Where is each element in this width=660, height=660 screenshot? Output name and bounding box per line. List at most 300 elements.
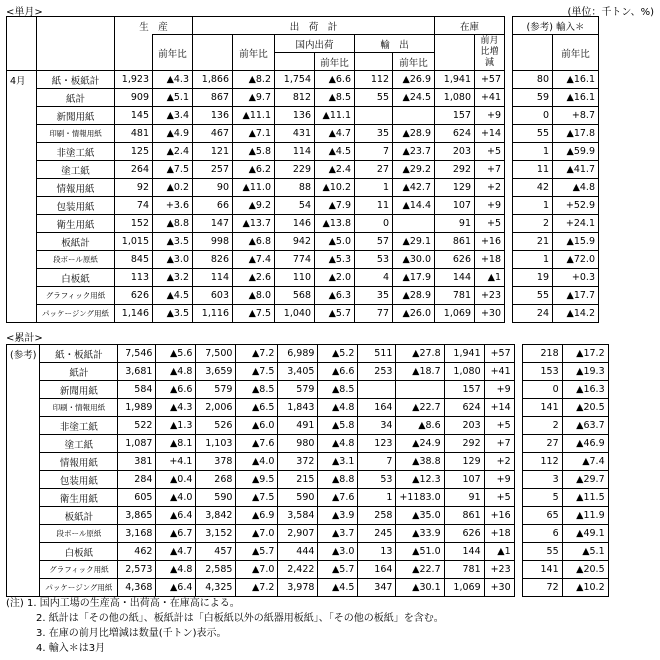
cumulative-cell: 861: [444, 507, 484, 525]
monthly-cell: 812: [275, 89, 315, 107]
monthly-cell: ▲13.7: [233, 215, 275, 233]
monthly-cell: ▲9.2: [233, 197, 275, 215]
monthly-cell: 147: [193, 215, 233, 233]
monthly-cell: 1,754: [275, 71, 315, 89]
header-export-yoy: 前年比: [393, 53, 435, 71]
monthly-cell: ▲17.8: [553, 125, 599, 143]
cumulative-cell: ▲22.7: [396, 399, 444, 417]
monthly-cell: +2: [475, 179, 505, 197]
monthly-category: 包装用紙: [37, 197, 115, 215]
monthly-cell: 107: [435, 197, 475, 215]
cumulative-cell: ▲7.6: [318, 489, 358, 507]
monthly-cell: +5: [475, 215, 505, 233]
cumulative-cell: 65: [522, 507, 562, 525]
monthly-cell: ▲1: [475, 269, 505, 287]
monthly-cell: 568: [275, 287, 315, 305]
monthly-cell: [393, 107, 435, 125]
cumulative-cell: +5: [484, 489, 514, 507]
cumulative-cell: 0: [522, 381, 562, 399]
monthly-cell: ▲8.2: [233, 71, 275, 89]
monthly-cell: 35: [355, 287, 393, 305]
cumulative-cell: 1: [358, 489, 396, 507]
cumulative-cell: 3,842: [196, 507, 236, 525]
monthly-cell: 114: [193, 269, 233, 287]
monthly-cell: ▲16.1: [553, 71, 599, 89]
monthly-cell: 2: [513, 215, 553, 233]
cumulative-cell: 91: [444, 489, 484, 507]
monthly-cell: ▲42.7: [393, 179, 435, 197]
cumulative-cell: 258: [358, 507, 396, 525]
monthly-cell: 57: [355, 233, 393, 251]
note-4: 4. 輸入＊は3月: [36, 643, 106, 654]
monthly-cell: 88: [275, 179, 315, 197]
cumulative-cell: ▲3.1: [318, 453, 358, 471]
cumulative-cell: 605: [118, 489, 156, 507]
monthly-cell: 845: [115, 251, 153, 269]
cumulative-cell: 55: [522, 543, 562, 561]
cumulative-cell: ▲3.7: [318, 525, 358, 543]
cumulative-cell: ▲46.9: [562, 435, 608, 453]
monthly-cell: 624: [435, 125, 475, 143]
monthly-row: [7, 179, 599, 197]
cumulative-cell: ▲6.7: [156, 525, 196, 543]
cumulative-cell: 245: [358, 525, 396, 543]
cumulative-row: [7, 363, 609, 381]
cumulative-cell: 107: [444, 471, 484, 489]
cumulative-cell: ▲5.6: [156, 345, 196, 363]
monthly-category: グラフィック用紙: [37, 287, 115, 305]
cumulative-category: 新聞用紙: [40, 381, 118, 399]
cumulative-cell: ▲7.0: [236, 525, 278, 543]
monthly-cell: +9: [475, 197, 505, 215]
monthly-category: パッケージング用紙: [37, 305, 115, 323]
monthly-cell: 92: [115, 179, 153, 197]
cumulative-cell: ▲9.5: [236, 471, 278, 489]
cumulative-cell: +9: [484, 381, 514, 399]
cumulative-cell: ▲6.4: [156, 507, 196, 525]
cumulative-cell: ▲4.8: [318, 399, 358, 417]
monthly-cell: +9: [475, 107, 505, 125]
monthly-cell: 774: [275, 251, 315, 269]
cumulative-cell: ▲27.8: [396, 345, 444, 363]
cumulative-cell: 13: [358, 543, 396, 561]
monthly-cell: ▲23.7: [393, 143, 435, 161]
monthly-category: 紙・板紙計: [37, 71, 115, 89]
cumulative-cell: 626: [444, 525, 484, 543]
monthly-category: 段ボール原紙: [37, 251, 115, 269]
cumulative-cell: 141: [522, 561, 562, 579]
cumulative-cell: +2: [484, 453, 514, 471]
monthly-cell: ▲0.2: [153, 179, 193, 197]
monthly-cell: 1,866: [193, 71, 233, 89]
note-2: 2. 紙計は「その他の紙」、板紙計は「白板紙以外の紙器用板紙」、「その他の板紙」を含む。: [36, 613, 444, 624]
monthly-cell: 942: [275, 233, 315, 251]
monthly-cell: 481: [115, 125, 153, 143]
monthly-cell: 626: [115, 287, 153, 305]
cumulative-cell: ▲8.5: [236, 381, 278, 399]
cumulative-cell: ▲49.1: [562, 525, 608, 543]
cumulative-cell: ▲6.9: [236, 507, 278, 525]
cumulative-cell: 215: [278, 471, 318, 489]
cumulative-cell: ▲20.5: [562, 561, 608, 579]
monthly-cell: ▲28.9: [393, 287, 435, 305]
monthly-cell: ▲4.5: [153, 287, 193, 305]
monthly-cell: 157: [435, 107, 475, 125]
monthly-cell: 257: [193, 161, 233, 179]
cumulative-category: 紙・板紙計: [40, 345, 118, 363]
cumulative-category: 印刷・情報用紙: [40, 399, 118, 417]
monthly-cell: ▲2.0: [315, 269, 355, 287]
monthly-cell: 35: [355, 125, 393, 143]
monthly-cell: 1: [513, 251, 553, 269]
monthly-category: 衛生用紙: [37, 215, 115, 233]
cumulative-cell: ▲6.4: [156, 579, 196, 597]
monthly-cell: 11: [513, 161, 553, 179]
monthly-cell: +14: [475, 125, 505, 143]
cumulative-cell: 5: [522, 489, 562, 507]
monthly-cell: 112: [355, 71, 393, 89]
cumulative-cell: +41: [484, 363, 514, 381]
cumulative-cell: 1,103: [196, 435, 236, 453]
cumulative-cell: 2,006: [196, 399, 236, 417]
cumulative-cell: 3,681: [118, 363, 156, 381]
cumulative-cell: ▲24.9: [396, 435, 444, 453]
cumulative-row: [7, 345, 609, 363]
monthly-cell: +7: [475, 161, 505, 179]
cumulative-cell: ▲6.6: [156, 381, 196, 399]
cumulative-cell: 526: [196, 417, 236, 435]
monthly-cell: 1,015: [115, 233, 153, 251]
monthly-cell: ▲8.0: [233, 287, 275, 305]
cumulative-cell: ▲11.9: [562, 507, 608, 525]
monthly-cell: 121: [193, 143, 233, 161]
cumulative-cell: ▲4.7: [156, 543, 196, 561]
monthly-cell: +3.6: [153, 197, 193, 215]
cumulative-row: [7, 489, 609, 507]
cumulative-cell: ▲17.2: [562, 345, 608, 363]
cumulative-cell: 3,152: [196, 525, 236, 543]
monthly-cell: 1,116: [193, 305, 233, 323]
monthly-cell: 55: [513, 287, 553, 305]
cumulative-cell: 1,941: [444, 345, 484, 363]
cumulative-table: [6, 344, 609, 597]
cumulative-category: 板紙計: [40, 507, 118, 525]
monthly-cell: ▲72.0: [553, 251, 599, 269]
monthly-cell: ▲11.1: [315, 107, 355, 125]
cumulative-cell: 3,168: [118, 525, 156, 543]
cumulative-cell: ▲7.5: [236, 489, 278, 507]
monthly-cell: 229: [275, 161, 315, 179]
cumulative-cell: ▲8.6: [396, 417, 444, 435]
monthly-cell: 53: [355, 251, 393, 269]
cumulative-cell: 378: [196, 453, 236, 471]
cumulative-cell: 1,843: [278, 399, 318, 417]
monthly-cell: 152: [115, 215, 153, 233]
cumulative-cell: 157: [444, 381, 484, 399]
cumulative-cell: 7,500: [196, 345, 236, 363]
header-inventory-mom: 前月比増減: [475, 35, 505, 71]
monthly-cell: 7: [355, 143, 393, 161]
cumulative-cell: 129: [444, 453, 484, 471]
cumulative-cell: +23: [484, 561, 514, 579]
cumulative-row: [7, 399, 609, 417]
monthly-cell: 66: [193, 197, 233, 215]
cumulative-cell: 4,368: [118, 579, 156, 597]
cumulative-cell: ▲6.5: [236, 399, 278, 417]
monthly-period-label: 4月: [7, 71, 37, 323]
cumulative-cell: ▲7.0: [236, 561, 278, 579]
cumulative-cell: ▲5.2: [318, 345, 358, 363]
cumulative-cell: 164: [358, 399, 396, 417]
cumulative-cell: 123: [358, 435, 396, 453]
cumulative-cell: ▲4.3: [156, 399, 196, 417]
cumulative-cell: 579: [278, 381, 318, 399]
monthly-cell: ▲7.5: [233, 305, 275, 323]
cumulative-cell: 141: [522, 399, 562, 417]
monthly-row: [7, 269, 599, 287]
monthly-cell: ▲59.9: [553, 143, 599, 161]
cumulative-category: 塗工紙: [40, 435, 118, 453]
monthly-cell: ▲5.3: [315, 251, 355, 269]
monthly-cell: ▲4.3: [153, 71, 193, 89]
monthly-cell: +52.9: [553, 197, 599, 215]
monthly-category: 塗工紙: [37, 161, 115, 179]
cumulative-category: 紙計: [40, 363, 118, 381]
cumulative-row: [7, 579, 609, 597]
monthly-cell: 144: [435, 269, 475, 287]
cumulative-cell: ▲7.6: [236, 435, 278, 453]
cumulative-cell: 7: [358, 453, 396, 471]
cumulative-cell: 1,087: [118, 435, 156, 453]
cumulative-cell: ▲4.8: [156, 561, 196, 579]
monthly-row: [7, 197, 599, 215]
monthly-table-header: [7, 17, 599, 71]
cumulative-cell: ▲8.1: [156, 435, 196, 453]
monthly-cell: 1,923: [115, 71, 153, 89]
cumulative-cell: ▲7.5: [236, 363, 278, 381]
monthly-cell: 114: [275, 143, 315, 161]
cumulative-cell: ▲1.3: [156, 417, 196, 435]
monthly-cell: ▲7.4: [233, 251, 275, 269]
monthly-cell: 27: [355, 161, 393, 179]
monthly-cell: 1,080: [435, 89, 475, 107]
header-empty-1: [7, 17, 37, 71]
monthly-cell: 136: [193, 107, 233, 125]
monthly-cell: +16: [475, 233, 505, 251]
monthly-row: [7, 125, 599, 143]
cumulative-cell: ▲5.7: [236, 543, 278, 561]
monthly-cell: 125: [115, 143, 153, 161]
cumulative-cell: 3,584: [278, 507, 318, 525]
monthly-cell: +0.3: [553, 269, 599, 287]
monthly-cell: 80: [513, 71, 553, 89]
cumulative-cell: ▲51.0: [396, 543, 444, 561]
cumulative-cell: 2,585: [196, 561, 236, 579]
cumulative-cell: 268: [196, 471, 236, 489]
monthly-cell: +30: [475, 305, 505, 323]
cumulative-cell: ▲8.8: [318, 471, 358, 489]
cumulative-cell: 53: [358, 471, 396, 489]
cumulative-cell: 491: [278, 417, 318, 435]
cumulative-cell: ▲30.1: [396, 579, 444, 597]
cumulative-category: グラフィック用紙: [40, 561, 118, 579]
cumulative-cell: +57: [484, 345, 514, 363]
cumulative-cell: 153: [522, 363, 562, 381]
cumulative-row: [7, 543, 609, 561]
monthly-cell: +18: [475, 251, 505, 269]
cumulative-period-label: (参考): [7, 345, 40, 597]
cumulative-cell: 3,405: [278, 363, 318, 381]
header-production: 生 産: [115, 17, 193, 35]
monthly-cell: 21: [513, 233, 553, 251]
cumulative-cell: ▲4.0: [156, 489, 196, 507]
monthly-cell: ▲26.9: [393, 71, 435, 89]
cumulative-cell: 347: [358, 579, 396, 597]
notes: [6, 596, 444, 656]
monthly-category: 新聞用紙: [37, 107, 115, 125]
cumulative-cell: 292: [444, 435, 484, 453]
section-monthly-label: <単月>: [6, 7, 43, 18]
cumulative-cell: [396, 381, 444, 399]
monthly-cell: ▲4.9: [153, 125, 193, 143]
monthly-cell: 42: [513, 179, 553, 197]
cumulative-cell: +7: [484, 435, 514, 453]
monthly-cell: 1,069: [435, 305, 475, 323]
monthly-cell: ▲6.8: [233, 233, 275, 251]
cumulative-cell: ▲5.7: [318, 561, 358, 579]
cumulative-cell: 3,865: [118, 507, 156, 525]
cumulative-cell: ▲29.7: [562, 471, 608, 489]
header-inventory: 在庫: [435, 17, 505, 35]
monthly-cell: ▲11.1: [233, 107, 275, 125]
cumulative-cell: 579: [196, 381, 236, 399]
cumulative-cell: ▲63.7: [562, 417, 608, 435]
monthly-category: 非塗工紙: [37, 143, 115, 161]
monthly-cell: ▲7.1: [233, 125, 275, 143]
monthly-cell: 1,941: [435, 71, 475, 89]
monthly-cell: 781: [435, 287, 475, 305]
cumulative-cell: ▲4.8: [156, 363, 196, 381]
monthly-cell: ▲6.6: [315, 71, 355, 89]
cumulative-cell: 218: [522, 345, 562, 363]
cumulative-cell: [358, 381, 396, 399]
monthly-cell: ▲4.8: [553, 179, 599, 197]
monthly-cell: 0: [355, 215, 393, 233]
monthly-cell: 909: [115, 89, 153, 107]
monthly-cell: [393, 215, 435, 233]
monthly-cell: ▲11.0: [233, 179, 275, 197]
cumulative-cell: 381: [118, 453, 156, 471]
monthly-cell: ▲15.9: [553, 233, 599, 251]
cumulative-category: 衛生用紙: [40, 489, 118, 507]
monthly-cell: ▲5.1: [153, 89, 193, 107]
monthly-cell: ▲3.2: [153, 269, 193, 287]
monthly-cell: 129: [435, 179, 475, 197]
cumulative-cell: +9: [484, 471, 514, 489]
monthly-cell: ▲5.0: [315, 233, 355, 251]
monthly-cell: 998: [193, 233, 233, 251]
header-export: 輸 出: [355, 35, 435, 53]
cumulative-cell: ▲0.4: [156, 471, 196, 489]
monthly-row: [7, 251, 599, 269]
cumulative-cell: ▲19.3: [562, 363, 608, 381]
cumulative-cell: 444: [278, 543, 318, 561]
monthly-cell: ▲14.2: [553, 305, 599, 323]
monthly-category: 印刷・情報用紙: [37, 125, 115, 143]
monthly-row: [7, 305, 599, 323]
cumulative-cell: ▲10.2: [562, 579, 608, 597]
monthly-cell: ▲41.7: [553, 161, 599, 179]
monthly-cell: ▲10.2: [315, 179, 355, 197]
monthly-row: [7, 233, 599, 251]
cumulative-row: [7, 453, 609, 471]
note-3: 3. 在庫の前月比増減は数量(千トン)表示。: [36, 628, 227, 639]
monthly-cell: 467: [193, 125, 233, 143]
monthly-cell: 1: [513, 143, 553, 161]
cumulative-cell: ▲7.2: [236, 345, 278, 363]
monthly-row: [7, 215, 599, 233]
cumulative-cell: 590: [196, 489, 236, 507]
cumulative-cell: ▲35.0: [396, 507, 444, 525]
cumulative-cell: 2,573: [118, 561, 156, 579]
cumulative-cell: 27: [522, 435, 562, 453]
monthly-cell: ▲4.5: [315, 143, 355, 161]
cumulative-cell: ▲11.5: [562, 489, 608, 507]
cumulative-cell: 112: [522, 453, 562, 471]
monthly-cell: 431: [275, 125, 315, 143]
monthly-cell: 1,146: [115, 305, 153, 323]
monthly-cell: 603: [193, 287, 233, 305]
monthly-category: 情報用紙: [37, 179, 115, 197]
cumulative-cell: 253: [358, 363, 396, 381]
cumulative-cell: 6,989: [278, 345, 318, 363]
monthly-cell: ▲14.4: [393, 197, 435, 215]
cumulative-cell: ▲8.5: [318, 381, 358, 399]
header-empty-2: [37, 17, 115, 71]
header-shipments: 出 荷 計: [193, 17, 435, 35]
cumulative-cell: ▲1: [484, 543, 514, 561]
monthly-cell: ▲2.4: [315, 161, 355, 179]
cumulative-cell: +18: [484, 525, 514, 543]
cumulative-cell: ▲4.0: [236, 453, 278, 471]
monthly-cell: ▲24.5: [393, 89, 435, 107]
monthly-cell: ▲26.0: [393, 305, 435, 323]
cumulative-row: [7, 381, 609, 399]
monthly-cell: 19: [513, 269, 553, 287]
monthly-cell: ▲5.7: [315, 305, 355, 323]
monthly-row: [7, 71, 599, 89]
cumulative-category: 段ボール原紙: [40, 525, 118, 543]
cumulative-cell: 1,080: [444, 363, 484, 381]
monthly-cell: 292: [435, 161, 475, 179]
monthly-row: [7, 161, 599, 179]
header-shipments-yoy: 前年比: [233, 35, 275, 71]
cumulative-cell: 164: [358, 561, 396, 579]
monthly-table-body: [7, 71, 599, 323]
cumulative-row: [7, 561, 609, 579]
cumulative-cell: +16: [484, 507, 514, 525]
monthly-cell: 11: [355, 197, 393, 215]
monthly-cell: ▲29.2: [393, 161, 435, 179]
cumulative-cell: 1,069: [444, 579, 484, 597]
monthly-cell: 113: [115, 269, 153, 287]
monthly-cell: 1,040: [275, 305, 315, 323]
cumulative-cell: 2: [522, 417, 562, 435]
cumulative-cell: 4,325: [196, 579, 236, 597]
monthly-cell: +5: [475, 143, 505, 161]
cumulative-cell: 980: [278, 435, 318, 453]
monthly-cell: 74: [115, 197, 153, 215]
